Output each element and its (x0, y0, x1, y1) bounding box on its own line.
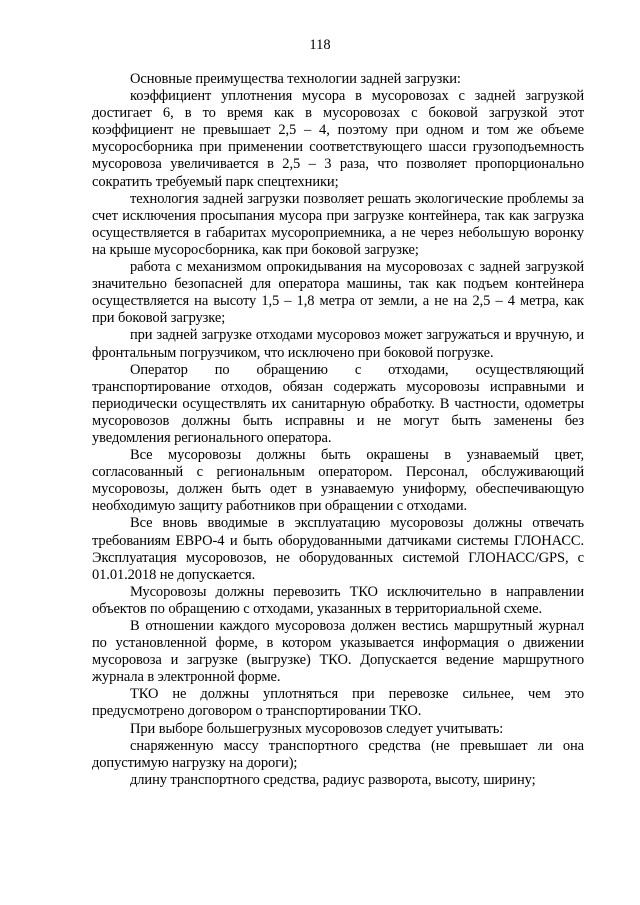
paragraph-heavy-trucks: При выборе большегрузных мусоровозов следует учитывать: (130, 720, 504, 737)
page-number: 118 (309, 37, 331, 53)
paragraph-painting-uniform: Все мусоровозы должны быть окрашены в узнаваемый цвет, согласованный с региональным оператором. Персонал, обслуживающий мусоровозы, должен быть одет в узнаваемую униформу, обеспечивающую необходимую защиту работников при обращении с отходами. (92, 447, 584, 515)
paragraph-compaction-limit: ТКО не должны уплотняться при перевозке сильнее, чем это предусмотрено договором о транспортировании ТКО. (92, 686, 584, 720)
paragraph-operator-duties: Оператор по обращению с отходами, осуществляющий транспортирование отходов, обязан содержать мусоровозы исправными и периодически осуществлять их санитарную обработку. В частности, одометры мусоровозов должны быть исправны и не могут быть заменены без уведомления регионального оператора. (92, 361, 584, 446)
paragraph-intro: Основные преимущества технологии задней загрузки: (130, 71, 461, 87)
paragraph-safety: работа с механизмом опрокидывания на мусоровозах с задней загрузкой значительно безопасней для оператора машины, так как подъем контейнера осуществляется на высоту 1,5 – 1,8 метра от земли, а не на 2,5 – 4 метра, как при боковой загрузке; (92, 259, 584, 327)
paragraph-manual-loading: при задней загрузке отходами мусоровоз может загружаться и вручную, и фронтальным погрузчиком, что исключено при боковой погрузке. (92, 327, 584, 361)
paragraph-ecology: технология задней загрузки позволяет решать экологические проблемы за счет исключения просыпания мусора при загрузке контейнера, так как загрузка осуществляется в габаритах мусороприемника, а не через небольшую воронку на крыше мусоросборника, как при боковой загрузке; (92, 190, 584, 258)
paragraph-route-journal: В отношении каждого мусоровоза должен вестись маршрутный журнал по установленной форме, в котором указывается информация о движении мусоровоза и загрузке (выгрузке) ТКО. Допускается ведение маршрутного журнала в электронной форме. (92, 618, 584, 686)
paragraph-compaction-ratio: коэффициент уплотнения мусора в мусоровозах с задней загрузкой достигает 6, в то время как в мусоровозах с боковой загрузкой этот коэффициент не превышает 2,5 – 4, поэтому при одном и том же объеме мусоросборника при применении соответствующего шасси грузоподъемность мусоровоза увеличивается в 2,5 – 3 раза, что позволяет пропорционально сократить требуемый парк спецтехники; (92, 88, 584, 190)
paragraph-dimensions: длину транспортного средства, радиус разворота, высоту, ширину; (130, 771, 536, 788)
paragraph-euro4-glonass: Все вновь вводимые в эксплуатацию мусоровозы должны отвечать требованиям ЕВРО-4 и быть оборудованными датчиками системы ГЛОНАСС. Эксплуатация мусоровозов, не оборудованных системой ГЛОНАСС/GPS, с 01.01.2018 не допускается. (92, 515, 584, 583)
paragraph-transport-destination: Мусоровозы должны перевозить ТКО исключительно в направлении объектов по обращению с отходами, указанных в территориальной схеме. (92, 583, 584, 617)
paragraph-curb-weight: снаряженную массу транспортного средства (не превышает ли она допустимую нагрузку на дороги); (92, 737, 584, 771)
document-body (92, 71, 584, 789)
